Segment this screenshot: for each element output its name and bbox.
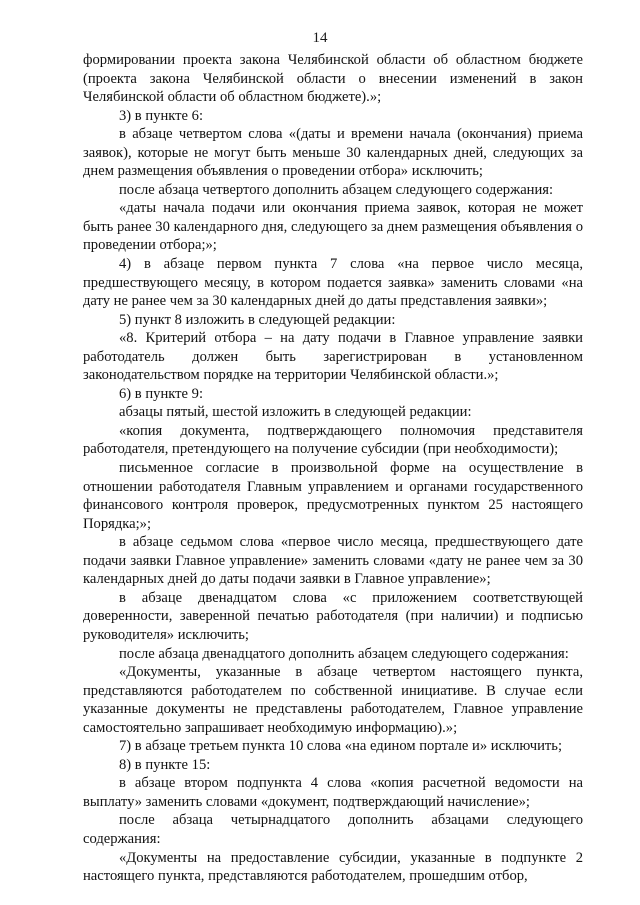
document-body — [83, 51, 583, 886]
paragraph: в абзаце четвертом слова «(даты и времени начала (окончания) приема заявок), которые не могут быть меньше 30 календарных дней, следующих за днем размещения объявления о проведении отбора» исключить; — [83, 126, 583, 180]
paragraph: в абзаце седьмом слова «первое число месяца, предшествующего дате подачи заявки Главное управление» заменить словами «дату не ранее чем за 30 календарных дней до даты подачи заявки в Главное управление»; — [83, 534, 583, 588]
paragraph: в абзаце двенадцатом слова «с приложением соответствующей доверенности, заверенной печатью работодателя (при наличии) и подписью руководителя» исключить; — [83, 589, 583, 643]
paragraph: после абзаца четвертого дополнить абзацем следующего содержания: — [119, 181, 554, 198]
paragraph-item-4: 4) в абзаце первом пункта 7 слова «на первое число месяца, предшествующего месяцу, в котором подается заявка» заменить словами «на дату не ранее чем за 30 календарных дней до даты представления заявки»; — [83, 256, 583, 310]
paragraph-item-5: 5) пункт 8 изложить в следующей редакции: — [119, 311, 396, 328]
paragraph-quote: «даты начала подачи или окончания приема заявок, которая не может быть ранее 30 календарного дня, следующего за днем размещения объявления о проведении отбора;»; — [83, 200, 583, 254]
paragraph-item-8: 8) в пункте 15: — [119, 756, 211, 773]
paragraph-quote: «8. Критерий отбора – на дату подачи в Главное управление заявки работодатель должен быть зарегистрирован в установленном законодательством порядке на территории Челябинской области.»; — [83, 330, 583, 384]
paragraph: после абзаца двенадцатого дополнить абзацем следующего содержания: — [119, 645, 569, 662]
paragraph-item-6: 6) в пункте 9: — [119, 385, 204, 402]
paragraph-quote: «копия документа, подтверждающего полномочия представителя работодателя, претендующего на получение субсидии (при необходимости); — [83, 422, 583, 458]
page-number: 14 — [312, 30, 328, 46]
paragraph-quote: «Документы, указанные в абзаце четвертом настоящего пункта, представляются работодателем по собственной инициативе. В случае если указанные документы не представлены работодателем, Главное управление самостоятельно запрашивает необходимую информацию).»; — [83, 664, 583, 736]
paragraph-item-7: 7) в абзаце третьем пункта 10 слова «на едином портале и» исключить; — [119, 738, 563, 755]
paragraph: после абзаца четырнадцатого дополнить абзацами следующего содержания: — [83, 812, 583, 847]
paragraph-continuation: формировании проекта закона Челябинской области об областном бюджете (проекта закона Челябинской области о внесении изменений в закон Челябинской области об областном бюджете).»; — [83, 52, 583, 106]
paragraph: абзацы пятый, шестой изложить в следующей редакции: — [119, 404, 472, 421]
paragraph: письменное согласие в произвольной форме на осуществление в отношении работодателя Главным управлением и органами государственного финансового контроля проверок, предусмотренных пунктом 25 настоящего Порядка;»; — [83, 460, 583, 532]
paragraph-quote: «Документы на предоставление субсидии, указанные в подпункте 2 настоящего пункта, представляются работодателем, прошедшим отбор, — [83, 849, 583, 885]
paragraph: в абзаце втором подпункта 4 слова «копия расчетной ведомости на выплату» заменить словами «документ, подтверждающий начисление»; — [83, 775, 583, 810]
paragraph-item-3: 3) в пункте 6: — [119, 107, 204, 124]
